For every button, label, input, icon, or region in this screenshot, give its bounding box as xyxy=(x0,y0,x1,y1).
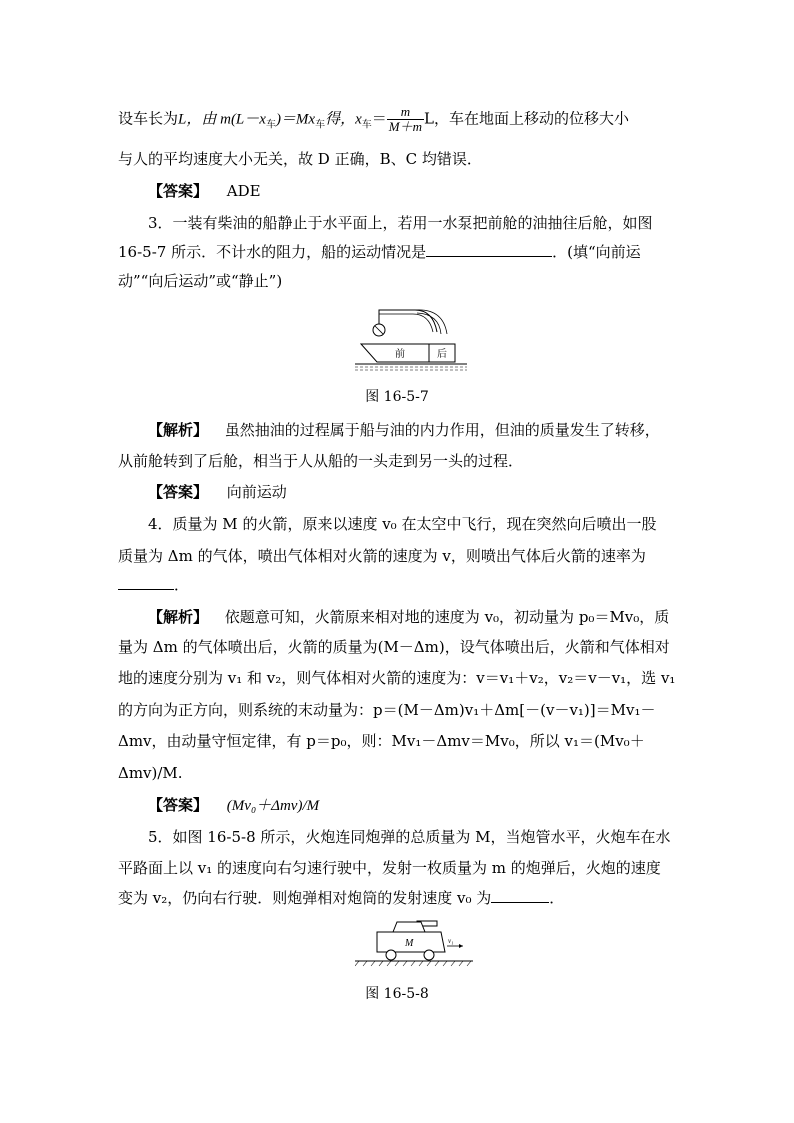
boat-figure xyxy=(355,300,470,372)
question-5-line-1: 5．如图 16-5-8 所示，火炮连同炮弹的总质量为 M，当炮管水平，火炮车在水 xyxy=(148,828,671,846)
solution-3-line-1 xyxy=(148,420,660,440)
solution-line-1 xyxy=(118,105,629,136)
back-label: 后 xyxy=(437,349,447,360)
text: 设车长为 xyxy=(118,109,179,128)
text: 车 xyxy=(315,119,326,131)
text: L，由 m(L－x xyxy=(178,111,266,128)
text: 车 xyxy=(265,119,276,131)
answer-blank xyxy=(426,242,552,257)
cannon-figure xyxy=(355,916,473,968)
answer-blank xyxy=(118,575,174,590)
solution-4-line-3: 地的速度分别为 v₁ 和 v₂，则气体相对火箭的速度为：v＝v₁＋v₂，v₂＝v－v₁，选 v₁ xyxy=(118,669,676,687)
front-label: 前 xyxy=(395,349,405,360)
fraction-denominator: M＋m xyxy=(388,119,422,134)
question-4-line-1: 4．质量为 M 的火箭，原来以速度 v₀ 在太空中飞行，现在突然向后喷出一股 xyxy=(148,515,657,533)
text: 依题意可知，火箭原来相对地的速度为 v₀，初动量为 p₀＝Mv₀，质 xyxy=(224,608,670,626)
text: 车 xyxy=(361,119,372,131)
answer-label: 【答案】 xyxy=(148,182,209,200)
answer-label: 【答案】 xyxy=(148,483,209,501)
question-3-line-3: 动”“向后运动”或“静止”) xyxy=(118,272,283,290)
answer-1 xyxy=(148,181,261,201)
text: )＝Mx xyxy=(275,111,316,128)
answer-label: 【答案】 xyxy=(148,796,209,814)
fraction xyxy=(387,105,424,134)
text: 得，x xyxy=(325,111,362,128)
solution-4-line-6: Δmv)/M. xyxy=(118,764,183,782)
question-5-line-2: 平路面上以 v₁ 的速度向右匀速行驶中，发射一枚质量为 m 的炮弹后，火炮的速度 xyxy=(118,859,661,877)
question-4-line-2: 质量为 Δm 的气体，喷出气体相对火箭的速度为 v，则喷出气体后火箭的速率为 xyxy=(118,547,646,565)
answer-value: 向前运动 xyxy=(226,483,287,501)
text: ．(填“向前运 xyxy=(552,243,641,261)
text: ＝ xyxy=(371,109,387,128)
text: ． xyxy=(549,889,565,907)
text: ． xyxy=(174,576,190,594)
solution-4-line-4: 的方向为正方向，则系统的末动量为：p＝(M－Δm)v₁＋Δm[－(v－v₁)]＝Mv₁－ xyxy=(118,701,656,719)
solution-line-2: 与人的平均速度大小无关，故 D 正确，B、C 均错误． xyxy=(118,150,482,168)
answer-value: (Mv₀＋Δmv)/M xyxy=(226,798,320,814)
answer-value: ADE xyxy=(226,182,261,200)
mass-label: M xyxy=(405,938,414,949)
velocity-label: v₁ xyxy=(448,937,454,945)
figure-caption: 图 16-5-7 xyxy=(365,389,429,405)
answer-4 xyxy=(148,795,319,816)
fraction-numerator: m xyxy=(387,105,424,120)
text: 虽然抽油的过程属于船与油的内力作用，但油的质量发生了转移， xyxy=(224,421,660,439)
text: 变为 v₂，仍向右行驶．则炮弹相对炮筒的发射速度 v₀ 为 xyxy=(118,889,492,907)
question-5-line-3 xyxy=(118,888,564,908)
solution-label: 【解析】 xyxy=(148,608,209,626)
solution-3-line-2: 从前舱转到了后舱，相当于人从船的一头走到另一头的过程． xyxy=(118,452,524,470)
text: L，车在地面上移动的位移大小 xyxy=(424,109,629,128)
figure-caption: 图 16-5-8 xyxy=(365,986,429,1002)
solution-4-line-1 xyxy=(148,607,669,627)
question-4-line-3 xyxy=(118,575,189,595)
text: 16-5-7 所示．不计水的阻力，船的运动情况是 xyxy=(118,243,427,261)
solution-4-line-5: Δmv，由动量守恒定律，有 p＝p₀，则：Mv₁－Δmv＝Mv₀，所以 v₁＝(Mv₀＋ xyxy=(118,732,645,750)
question-3-line-1: 3．一装有柴油的船静止于水平面上，若用一水泵把前舱的油抽往后舱，如图 xyxy=(148,214,653,232)
answer-3 xyxy=(148,482,287,502)
solution-4-line-2: 量为 Δm 的气体喷出后，火箭的质量为(M－Δm)，设气体喷出后，火箭和气体相对 xyxy=(118,638,670,656)
answer-blank xyxy=(491,888,549,903)
solution-label: 【解析】 xyxy=(148,421,209,439)
question-3-line-2 xyxy=(118,242,641,262)
